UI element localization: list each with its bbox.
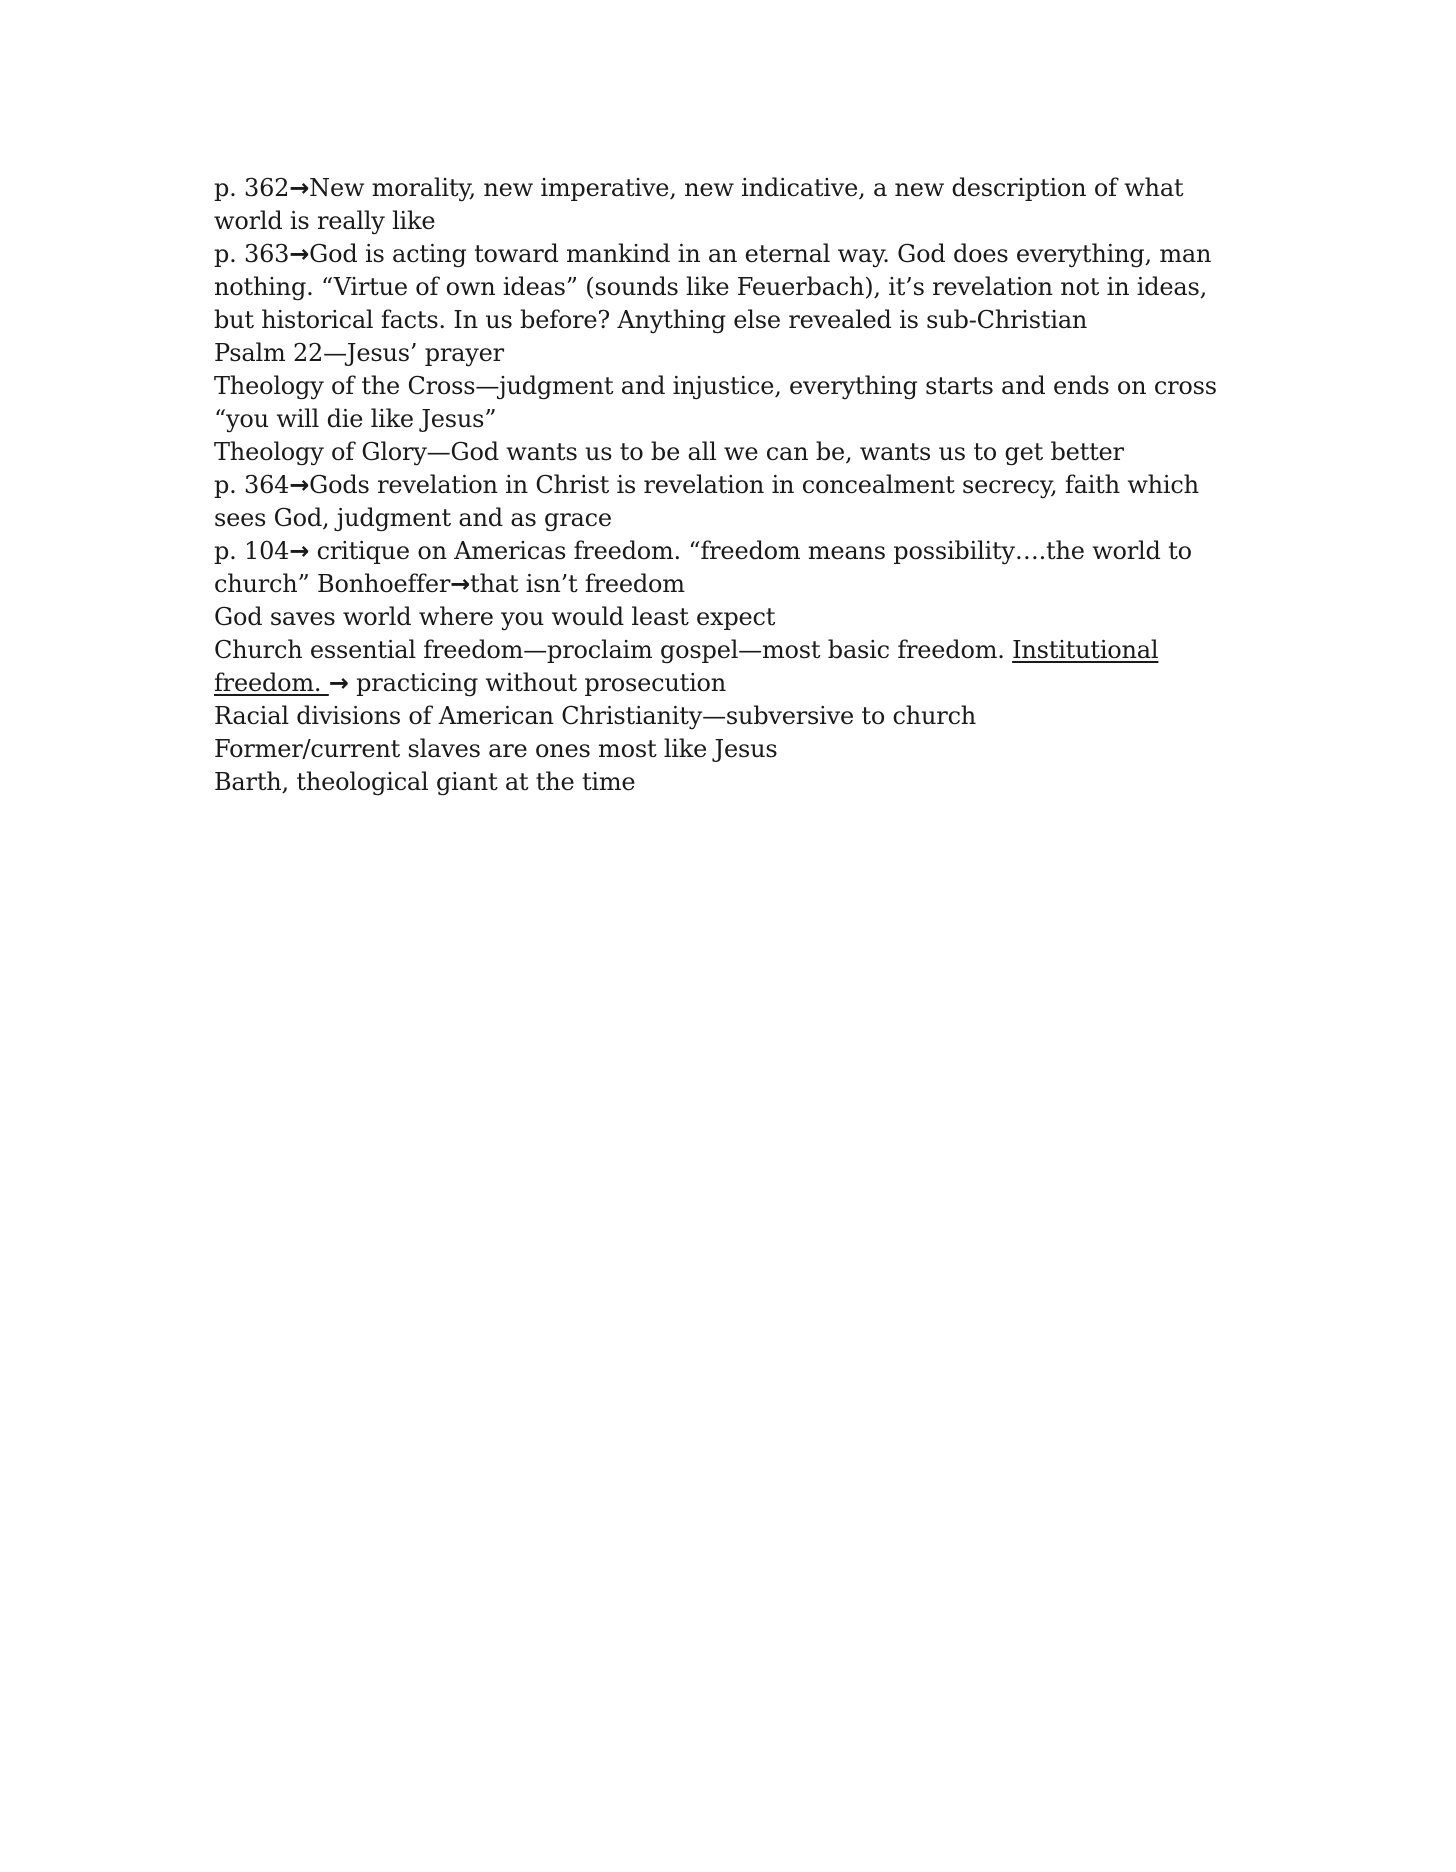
note-racial-divisions: Racial divisions of American Christianity—subversive to church xyxy=(214,702,977,730)
right-arrow-icon: → xyxy=(328,669,349,697)
note-p363 xyxy=(214,238,1234,337)
notes-body xyxy=(214,172,1234,799)
note-theology-of-cross: Theology of the Cross—judgment and injustice, everything starts and ends on cross “you will die like Jesus” xyxy=(214,372,1217,433)
note-former-slaves: Former/current slaves are ones most like Jesus xyxy=(214,735,778,763)
note-text: critique on Americas freedom. “freedom means possibility….the world to church” Bonhoeffer xyxy=(214,537,1192,598)
right-arrow-icon: → xyxy=(289,537,310,565)
note-barth: Barth, theological giant at the time xyxy=(214,768,636,796)
right-arrow-icon: → xyxy=(289,174,310,202)
page-ref: p. 104 xyxy=(214,537,290,565)
note-theology-of-glory: Theology of Glory—God wants us to be all we can be, wants us to get better xyxy=(214,438,1124,466)
note-text: Gods revelation in Christ is revelation in concealment secrecy, faith which sees God, judgment and as grace xyxy=(214,471,1199,532)
note-p104 xyxy=(214,535,1234,601)
note-text: practicing without prosecution xyxy=(348,669,727,697)
note-church-freedom xyxy=(214,634,1234,700)
note-psalm-22: Psalm 22—Jesus’ prayer xyxy=(214,339,504,367)
right-arrow-icon: → xyxy=(289,240,310,268)
page-ref: p. 362 xyxy=(214,174,290,202)
page-ref: p. 363 xyxy=(214,240,290,268)
note-p364 xyxy=(214,469,1234,535)
right-arrow-icon: → xyxy=(289,471,310,499)
note-god-saves-world: God saves world where you would least expect xyxy=(214,603,776,631)
note-text: New morality, new imperative, new indicative, a new description of what world is really like xyxy=(214,174,1184,235)
underlined-text: Institutional freedom. xyxy=(214,636,1159,697)
note-p362 xyxy=(214,172,1234,238)
right-arrow-icon: → xyxy=(450,570,471,598)
page-ref: p. 364 xyxy=(214,471,290,499)
note-text: Church essential freedom—proclaim gospel—most basic freedom. xyxy=(214,636,1013,664)
note-text: that isn’t freedom xyxy=(470,570,685,598)
note-text: God is acting toward mankind in an eternal way. God does everything, man nothing. “Virtue of own ideas” (sounds like Feuerbach), it’s revelation not in ideas, but historical facts. In us before? Anything else revealed is sub-Christian xyxy=(214,240,1212,334)
